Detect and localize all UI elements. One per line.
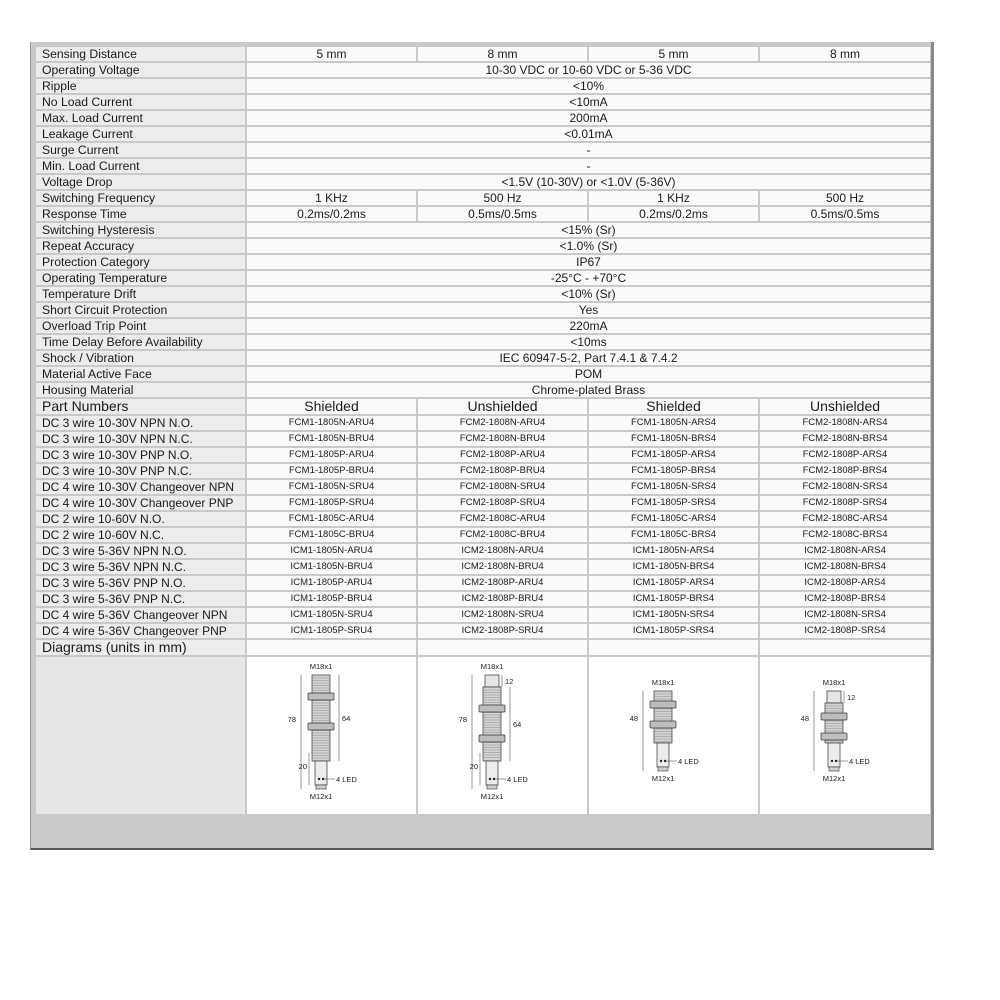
spec-table — [34, 45, 932, 816]
sensor-drawing — [790, 661, 900, 811]
row-temperature-drift — [36, 287, 930, 301]
row-dc-3-wire-10-30v-pnp-n-c — [36, 464, 930, 478]
row-value: <10mA — [247, 95, 930, 109]
row-value: Shielded — [247, 399, 416, 414]
row-value: -25°C - +70°C — [247, 271, 930, 285]
row-dc-3-wire-5-36v-npn-n-c — [36, 560, 930, 574]
lock-nut — [479, 735, 505, 742]
row-voltage-drop — [36, 175, 930, 189]
dimension-label: 12 — [847, 692, 856, 702]
dimension-label: M12x1 — [651, 773, 674, 783]
row-label: DC 3 wire 10-30V NPN N.C. — [36, 432, 245, 446]
row-value: ICM1-1805P-BRU4 — [247, 592, 416, 606]
lock-nut — [821, 733, 847, 740]
row-value: ICM1-1805N-SRS4 — [589, 608, 758, 622]
row-label: Voltage Drop — [36, 175, 245, 189]
row-switching-frequency — [36, 191, 930, 205]
row-value: FCM1-1805N-ARU4 — [247, 416, 416, 430]
row-value: FCM2-1808N-BRU4 — [418, 432, 587, 446]
row-dc-3-wire-5-36v-npn-n-o — [36, 544, 930, 558]
row-label: DC 4 wire 10-30V Changeover PNP — [36, 496, 245, 510]
sensor-face — [827, 691, 841, 703]
row-short-circuit-protection — [36, 303, 930, 317]
row-value: <0.01mA — [247, 127, 930, 141]
row-value: FCM2-1808P-SRS4 — [760, 496, 930, 510]
dimension-label: 64 — [341, 713, 350, 723]
row-label: DC 4 wire 10-30V Changeover NPN — [36, 480, 245, 494]
sensor-outline — [821, 691, 847, 771]
row-label: DC 3 wire 5-36V NPN N.C. — [36, 560, 245, 574]
row-value: <10ms — [247, 335, 930, 349]
row-ripple — [36, 79, 930, 93]
row-dc-2-wire-10-60v-n-o — [36, 512, 930, 526]
dimension-label: M12x1 — [480, 791, 503, 801]
row-label: DC 2 wire 10-60V N.O. — [36, 512, 245, 526]
lock-nut — [308, 693, 334, 700]
row-label: DC 3 wire 10-30V PNP N.C. — [36, 464, 245, 478]
row-label: Time Delay Before Availability — [36, 335, 245, 349]
empty-cell — [418, 640, 587, 655]
row-label: Sensing Distance — [36, 47, 245, 61]
row-value: Chrome-plated Brass — [247, 383, 930, 397]
row-value: 8 mm — [418, 47, 587, 61]
dimension-label: M12x1 — [309, 791, 332, 801]
led-indicator — [835, 759, 837, 761]
row-value: FCM1-1805C-ARU4 — [247, 512, 416, 526]
sensor-drawing — [619, 661, 729, 811]
row-value: 500 Hz — [760, 191, 930, 205]
row-label: DC 3 wire 5-36V PNP N.C. — [36, 592, 245, 606]
row-dc-3-wire-10-30v-pnp-n-o — [36, 448, 930, 462]
row-value: ICM1-1805P-BRS4 — [589, 592, 758, 606]
row-value: ICM2-1808N-SRS4 — [760, 608, 930, 622]
row-value: FCM2-1808P-ARS4 — [760, 448, 930, 462]
row-dc-3-wire-10-30v-npn-n-c — [36, 432, 930, 446]
row-label: Surge Current — [36, 143, 245, 157]
row-value: ICM1-1805P-ARU4 — [247, 576, 416, 590]
led-indicator — [831, 759, 833, 761]
sensor-drawing — [277, 661, 387, 811]
row-value: FCM1-1805C-ARS4 — [589, 512, 758, 526]
row-dc-4-wire-10-30v-changeover-pnp — [36, 496, 930, 510]
row-value: FCM2-1808N-SRU4 — [418, 480, 587, 494]
row-overload-trip-point — [36, 319, 930, 333]
row-value: FCM2-1808N-BRS4 — [760, 432, 930, 446]
row-value: FCM1-1805N-SRS4 — [589, 480, 758, 494]
row-value: ICM2-1808P-SRS4 — [760, 624, 930, 638]
row-value: ICM2-1808P-SRU4 — [418, 624, 587, 638]
row-value: ICM1-1805P-SRU4 — [247, 624, 416, 638]
diagram-cell — [589, 657, 758, 814]
row-value: FCM1-1805N-SRU4 — [247, 480, 416, 494]
row-value: POM — [247, 367, 930, 381]
row-value: ICM2-1808N-ARU4 — [418, 544, 587, 558]
dimension-label: M18x1 — [309, 661, 332, 671]
led-indicator — [317, 777, 319, 779]
row-value: FCM2-1808C-BRU4 — [418, 528, 587, 542]
row-label: Switching Frequency — [36, 191, 245, 205]
sensor-outline — [308, 675, 334, 789]
row-label: Material Active Face — [36, 367, 245, 381]
row-value: ICM1-1805P-SRS4 — [589, 624, 758, 638]
row-dc-2-wire-10-60v-n-c — [36, 528, 930, 542]
row-dc-4-wire-10-30v-changeover-npn — [36, 480, 930, 494]
row-label: DC 4 wire 5-36V Changeover PNP — [36, 624, 245, 638]
led-indicator — [659, 759, 661, 761]
row-value: FCM2-1808C-ARS4 — [760, 512, 930, 526]
row-leakage-current — [36, 127, 930, 141]
row-label: DC 3 wire 5-36V NPN N.O. — [36, 544, 245, 558]
row-value: ICM1-1805P-ARS4 — [589, 576, 758, 590]
row-label: Repeat Accuracy — [36, 239, 245, 253]
sensor-thread-body — [654, 691, 672, 743]
row-label: Leakage Current — [36, 127, 245, 141]
row-value: Yes — [247, 303, 930, 317]
dimension-label: M18x1 — [822, 677, 846, 687]
row-value: <15% (Sr) — [247, 223, 930, 237]
dimension-label: 4 LED — [677, 756, 699, 766]
row-value: ICM2-1808N-ARS4 — [760, 544, 930, 558]
lock-nut — [308, 723, 334, 730]
dimension-label: 48 — [629, 713, 638, 723]
row-label: DC 3 wire 5-36V PNP N.O. — [36, 576, 245, 590]
diagrams-title: Diagrams (units in mm) — [36, 640, 245, 655]
row-label: DC 4 wire 5-36V Changeover NPN — [36, 608, 245, 622]
row-value: FCM2-1808N-SRS4 — [760, 480, 930, 494]
row-no-load-current — [36, 95, 930, 109]
row-diagrams-header — [36, 640, 930, 655]
row-label: Response Time — [36, 207, 245, 221]
row-value: FCM1-1805N-BRU4 — [247, 432, 416, 446]
lock-nut — [650, 701, 676, 708]
row-max-load-current — [36, 111, 930, 125]
row-value: ICM2-1808P-ARS4 — [760, 576, 930, 590]
row-value: FCM1-1805P-SRS4 — [589, 496, 758, 510]
row-value: FCM1-1805C-BRU4 — [247, 528, 416, 542]
row-sensing-distance — [36, 47, 930, 61]
diagram-cell — [418, 657, 587, 814]
row-label: Switching Hysteresis — [36, 223, 245, 237]
diagram-cell — [247, 657, 416, 814]
led-indicator — [488, 777, 490, 779]
row-value: FCM1-1805P-BRU4 — [247, 464, 416, 478]
row-value: <1.5V (10-30V) or <1.0V (5-36V) — [247, 175, 930, 189]
row-min-load-current — [36, 159, 930, 173]
row-value: FCM2-1808C-ARU4 — [418, 512, 587, 526]
dimension-label: 12 — [504, 676, 513, 686]
dimension-label: 4 LED — [506, 774, 528, 784]
row-value: 5 mm — [589, 47, 758, 61]
row-operating-temperature — [36, 271, 930, 285]
row-value: ICM1-1805N-BRU4 — [247, 560, 416, 574]
row-value: FCM1-1805P-SRU4 — [247, 496, 416, 510]
dimension-label: 4 LED — [849, 756, 870, 766]
row-value: FCM2-1808N-ARU4 — [418, 416, 587, 430]
dimension-label: 78 — [458, 714, 467, 724]
row-housing-material — [36, 383, 930, 397]
row-value: <10% — [247, 79, 930, 93]
row-time-delay-before-availability — [36, 335, 930, 349]
row-value: <10% (Sr) — [247, 287, 930, 301]
row-label: Protection Category — [36, 255, 245, 269]
row-value: 0.2ms/0.2ms — [247, 207, 416, 221]
row-value: IP67 — [247, 255, 930, 269]
row-value: ICM2-1808P-BRU4 — [418, 592, 587, 606]
empty-cell — [589, 640, 758, 655]
row-label: Shock / Vibration — [36, 351, 245, 365]
row-value: 8 mm — [760, 47, 930, 61]
row-value: 220mA — [247, 319, 930, 333]
connector — [829, 767, 839, 771]
dimension-label: 78 — [287, 714, 296, 724]
row-value: 500 Hz — [418, 191, 587, 205]
row-value: ICM2-1808N-SRU4 — [418, 608, 587, 622]
row-dc-3-wire-5-36v-pnp-n-o — [36, 576, 930, 590]
row-value: FCM1-1805P-ARU4 — [247, 448, 416, 462]
sensor-tail — [657, 743, 669, 767]
row-value: FCM2-1808P-ARU4 — [418, 448, 587, 462]
dimension-label: 48 — [800, 713, 809, 723]
row-label: DC 2 wire 10-60V N.C. — [36, 528, 245, 542]
row-value: FCM1-1805P-BRS4 — [589, 464, 758, 478]
row-value: ICM2-1808N-BRS4 — [760, 560, 930, 574]
led-indicator — [321, 777, 323, 779]
row-value: - — [247, 159, 930, 173]
dimension-label: M18x1 — [480, 661, 503, 671]
diagram-cell — [760, 657, 930, 814]
dimension-label: M18x1 — [651, 677, 674, 687]
row-value: 200mA — [247, 111, 930, 125]
lock-nut — [650, 721, 676, 728]
row-label: Short Circuit Protection — [36, 303, 245, 317]
lock-nut — [821, 713, 847, 720]
row-value: FCM1-1805N-ARS4 — [589, 416, 758, 430]
row-response-time — [36, 207, 930, 221]
row-dc-3-wire-10-30v-npn-n-o — [36, 416, 930, 430]
row-value: 0.2ms/0.2ms — [589, 207, 758, 221]
row-value: ICM1-1805N-BRS4 — [589, 560, 758, 574]
row-value: Shielded — [589, 399, 758, 414]
row-value: FCM1-1805C-BRS4 — [589, 528, 758, 542]
connector — [316, 785, 326, 789]
row-label: No Load Current — [36, 95, 245, 109]
row-value: - — [247, 143, 930, 157]
row-surge-current — [36, 143, 930, 157]
row-diagrams — [36, 657, 930, 814]
sensor-face — [485, 675, 499, 687]
led-indicator — [492, 777, 494, 779]
row-value: FCM2-1808P-SRU4 — [418, 496, 587, 510]
connector — [487, 785, 497, 789]
diagram-label-cell — [36, 657, 245, 814]
dimension-label: 4 LED — [335, 774, 357, 784]
row-value: 10-30 VDC or 10-60 VDC or 5-36 VDC — [247, 63, 930, 77]
row-value: 1 KHz — [247, 191, 416, 205]
sensor-tail — [486, 761, 498, 785]
row-label: Operating Temperature — [36, 271, 245, 285]
row-label: Operating Voltage — [36, 63, 245, 77]
row-dc-3-wire-5-36v-pnp-n-c — [36, 592, 930, 606]
row-dc-4-wire-5-36v-changeover-npn — [36, 608, 930, 622]
row-value: 5 mm — [247, 47, 416, 61]
row-value: ICM1-1805N-ARS4 — [589, 544, 758, 558]
row-label: Overload Trip Point — [36, 319, 245, 333]
row-value: FCM1-1805N-BRS4 — [589, 432, 758, 446]
spec-sheet — [30, 42, 934, 850]
sensor-outline — [650, 691, 676, 771]
row-label: DC 3 wire 10-30V NPN N.O. — [36, 416, 245, 430]
row-protection-category — [36, 255, 930, 269]
row-value: FCM2-1808C-BRS4 — [760, 528, 930, 542]
sensor-tail — [828, 743, 840, 767]
row-value: ICM1-1805N-ARU4 — [247, 544, 416, 558]
connector — [658, 767, 668, 771]
lock-nut — [479, 705, 505, 712]
row-operating-voltage — [36, 63, 930, 77]
row-label: Ripple — [36, 79, 245, 93]
row-value: ICM2-1808N-BRU4 — [418, 560, 587, 574]
row-value: ICM1-1805N-SRU4 — [247, 608, 416, 622]
row-dc-4-wire-5-36v-changeover-pnp — [36, 624, 930, 638]
empty-cell — [247, 640, 416, 655]
row-value: Unshielded — [418, 399, 587, 414]
dimension-label: 64 — [512, 719, 521, 729]
row-value: FCM2-1808N-ARS4 — [760, 416, 930, 430]
empty-cell — [760, 640, 930, 655]
row-repeat-accuracy — [36, 239, 930, 253]
sensor-outline — [479, 675, 505, 789]
row-value: 0.5ms/0.5ms — [418, 207, 587, 221]
row-label: Max. Load Current — [36, 111, 245, 125]
row-label: Housing Material — [36, 383, 245, 397]
row-label: Min. Load Current — [36, 159, 245, 173]
sensor-tail — [315, 761, 327, 785]
row-value: 0.5ms/0.5ms — [760, 207, 930, 221]
dimension-label: 20 — [298, 761, 307, 771]
row-part-numbers — [36, 399, 930, 414]
row-value: FCM2-1808P-BRS4 — [760, 464, 930, 478]
row-label: DC 3 wire 10-30V PNP N.O. — [36, 448, 245, 462]
row-value: <1.0% (Sr) — [247, 239, 930, 253]
row-value: ICM2-1808P-ARU4 — [418, 576, 587, 590]
led-indicator — [663, 759, 665, 761]
row-value: FCM2-1808P-BRU4 — [418, 464, 587, 478]
row-value: ICM2-1808P-BRS4 — [760, 592, 930, 606]
sensor-drawing — [448, 661, 558, 811]
dimension-label: M12x1 — [822, 773, 846, 783]
dimension-label: 20 — [469, 761, 478, 771]
row-label: Temperature Drift — [36, 287, 245, 301]
row-value: Unshielded — [760, 399, 930, 414]
row-label: Part Numbers — [36, 399, 245, 414]
row-value: IEC 60947-5-2, Part 7.4.1 & 7.4.2 — [247, 351, 930, 365]
row-material-active-face — [36, 367, 930, 381]
row-value: FCM1-1805P-ARS4 — [589, 448, 758, 462]
row-value: 1 KHz — [589, 191, 758, 205]
row-shock-vibration — [36, 351, 930, 365]
row-switching-hysteresis — [36, 223, 930, 237]
